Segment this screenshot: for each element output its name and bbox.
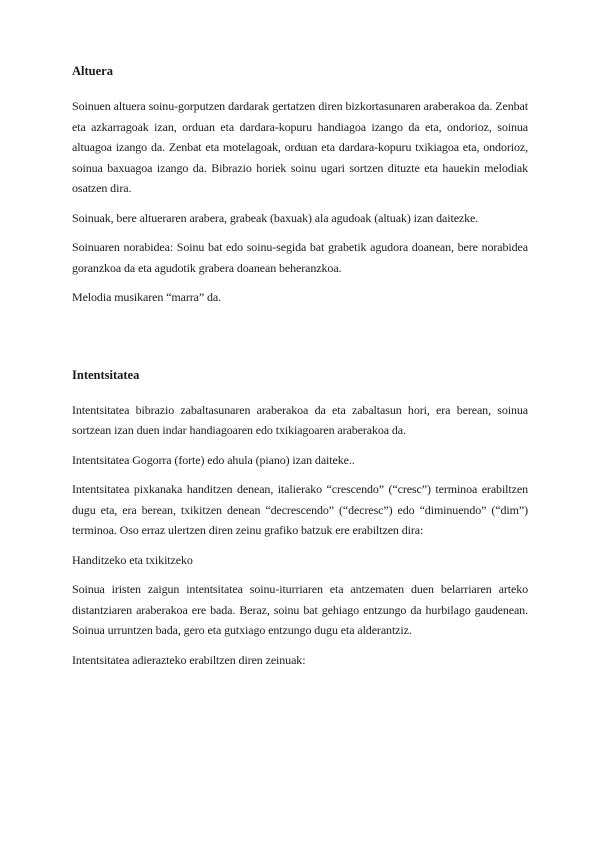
- paragraph-grabe-agudo: Soinuak, bere altueraren arabera, grabeak (baxuak) ala agudoak (altuak) izan daitezke.: [72, 210, 479, 225]
- paragraph-intentsitatea-definition: Intentsitatea bibrazio zabaltasunaren araberakoa da eta zabaltasun hori, era berean, soinua sortzean izan duen indar handiagoaren edo txikiagoaren araberakoa da.: [72, 402, 528, 437]
- heading-altuera: Altuera: [72, 64, 113, 78]
- paragraph-crescendo: Intentsitatea pixkanaka handitzen denean, italierako “crescendo” (“cresc”) terminoa erabiltzen dugu eta, era berean, txikitzen denean “decrescendo” (“decresc”) edo “diminuendo” (“dim”) terminoa. Oso erraz ulertzen diren zeinu grafiko batzuk ere erabiltzen dira:: [72, 482, 528, 537]
- heading-intentsitatea: Intentsitatea: [72, 367, 140, 382]
- paragraph-zeinuak: Intentsitatea adierazteko erabiltzen diren zeinuak:: [72, 652, 306, 667]
- paragraph-altuera-definition: Soinuen altuera soinu-gorputzen dardarak gertatzen diren bizkortasunaren araberakoa da. Zenbat eta azkarragoak izan, orduan eta dardara-kopuru handiagoa izango da eta, ondorioz, soinua altuagoa izango da. Zenbat eta motelagoak, orduan eta dardara-kopuru txikiagoa eta, ondorioz, soinua baxuagoa izango da. Bibrazio horiek soinu ugari sortzen dituzte eta hauekin melodiak osatzen dira.: [72, 99, 528, 195]
- paragraph-norabidea: Soinuaren norabidea: Soinu bat edo soinu-segida bat grabetik agudora doanean, bere norabidea goranzkoa da eta agudotik grabera doanean beheranzkoa.: [72, 240, 528, 275]
- paragraph-handitzeko: Handitzeko eta txikitzeko: [72, 552, 193, 567]
- paragraph-melodia: Melodia musikaren “marra” da.: [72, 290, 222, 304]
- paragraph-forte-piano: Intentsitatea Gogorra (forte) edo ahula (piano) izan daiteke..: [72, 452, 355, 467]
- document-page: [72, 62, 528, 670]
- paragraph-distantzia: Soinua iristen zaigun intentsitatea soinu-iturriaren eta antzematen duen belarriaren arteko distantziaren araberakoa ere bada. Beraz, soinu bat gehiago entzungo da hurbilago gaudenean. Soinua urruntzen bada, gero eta gutxiago entzungo dugu eta alderantziz.: [72, 582, 528, 637]
